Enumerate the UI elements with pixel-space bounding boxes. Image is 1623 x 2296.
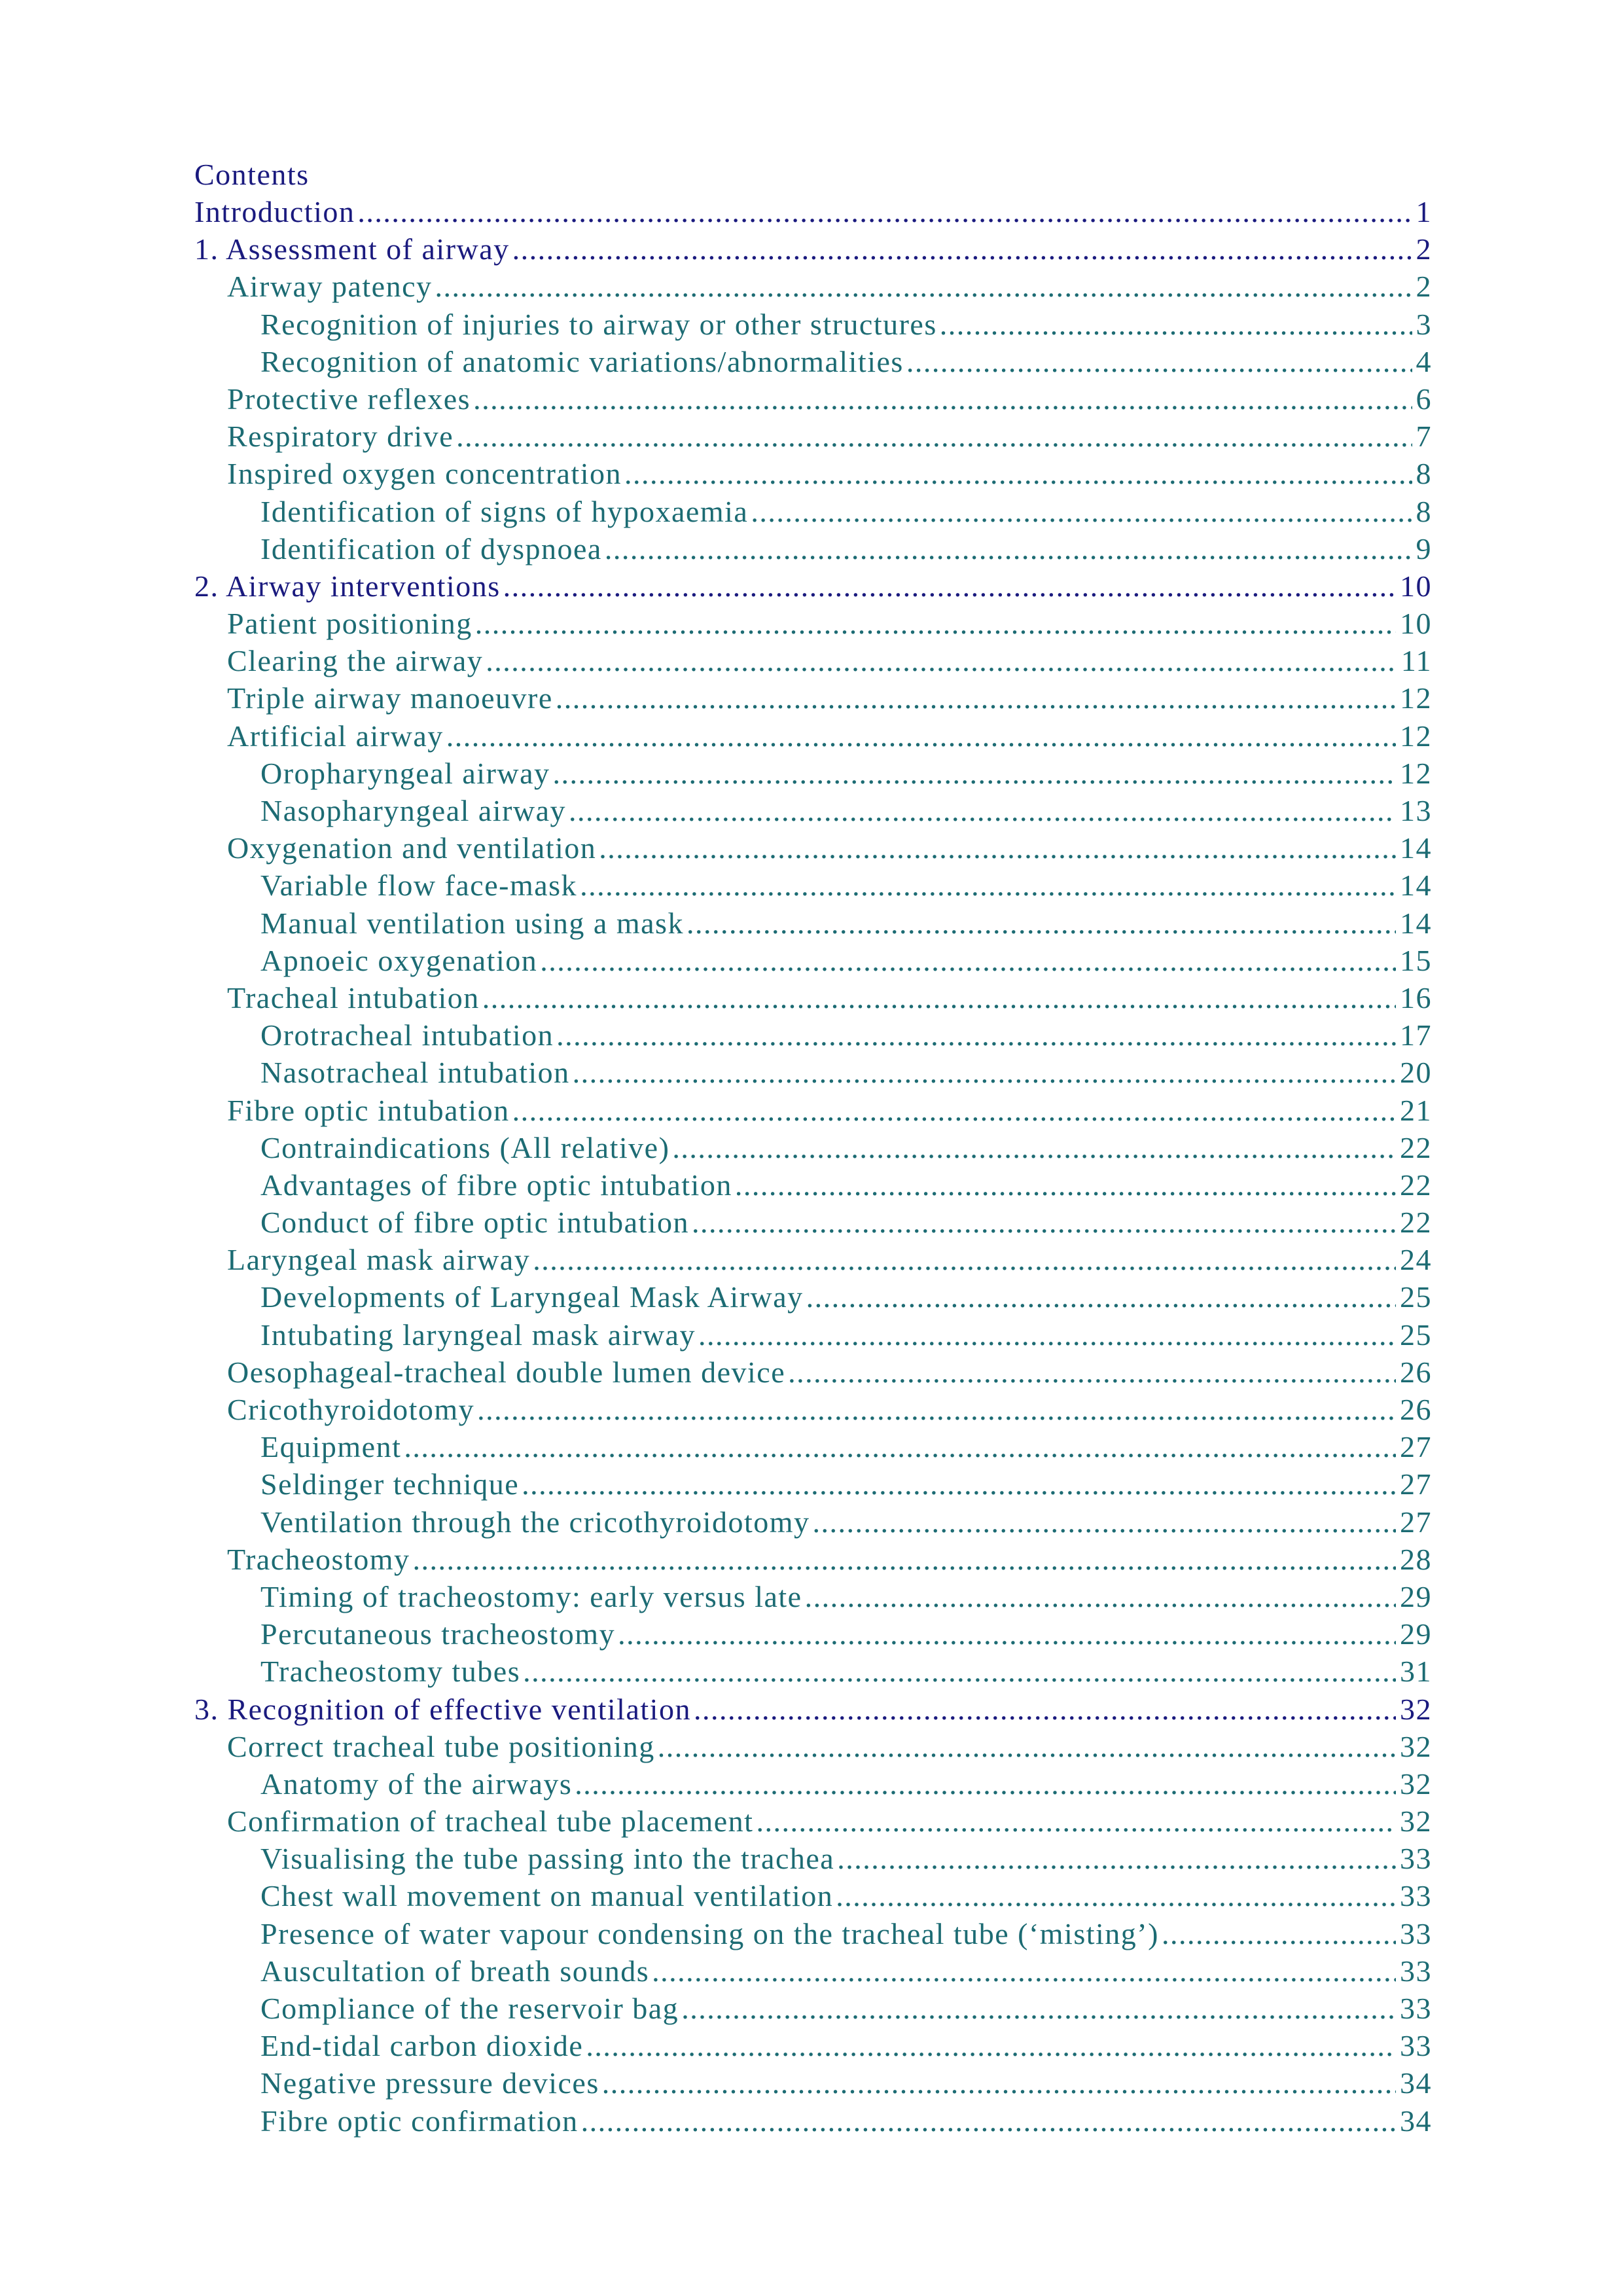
toc-entry[interactable] (194, 1915, 1432, 1952)
toc-entry-page-number: 1 (1416, 195, 1432, 228)
toc-entry[interactable] (194, 380, 1432, 418)
toc-entry-page-number: 2 (1416, 232, 1432, 266)
toc-entry[interactable] (194, 1465, 1432, 1503)
toc-entry-page-number: 25 (1400, 1318, 1432, 1352)
toc-dot-leader (533, 1241, 1396, 1278)
toc-entry-title: Orotracheal intubation (260, 1018, 554, 1052)
toc-entry-title: Variable flow face-mask (260, 869, 578, 903)
toc-dot-leader (687, 905, 1396, 942)
toc-entry-title: Recognition of injuries to airway or other structures (260, 307, 937, 341)
toc-entry-title: Percutaneous tracheostomy (260, 1617, 616, 1651)
toc-entry[interactable] (194, 867, 1432, 904)
toc-entry-title: Inspired oxygen concentration (227, 457, 622, 491)
toc-dot-leader (573, 1054, 1396, 1091)
toc-entry-page-number: 7 (1416, 420, 1432, 454)
toc-entry-title: Tracheal intubation (227, 980, 480, 1014)
toc-dot-leader (672, 1129, 1396, 1166)
toc-dot-leader (735, 1166, 1396, 1204)
toc-entry-page-number: 32 (1400, 1767, 1432, 1801)
toc-entry[interactable] (194, 1541, 1432, 1578)
toc-entry[interactable] (194, 1877, 1432, 1914)
toc-entry[interactable] (194, 605, 1432, 642)
toc-entry-page-number: 10 (1400, 607, 1432, 641)
toc-entry-page-number: 20 (1400, 1056, 1432, 1090)
toc-entry-title: End-tidal carbon dioxide (260, 2029, 584, 2063)
toc-dot-leader (605, 530, 1412, 567)
toc-dot-leader (806, 1278, 1396, 1316)
toc-dot-leader (652, 1952, 1396, 1990)
toc-dot-leader (413, 1541, 1396, 1578)
toc-dot-leader (602, 2064, 1396, 2102)
toc-dot-leader (575, 1765, 1396, 1803)
toc-entry[interactable] (194, 717, 1432, 755)
toc-entry[interactable] (194, 1952, 1432, 1990)
toc-entry-title: Conduct of fibre optic intubation (260, 1206, 690, 1240)
toc-entry-title: Fibre optic intubation (227, 1093, 510, 1127)
toc-entry-page-number: 14 (1400, 831, 1432, 865)
toc-entry-page-number: 13 (1400, 794, 1432, 827)
toc-entry-page-number: 4 (1416, 344, 1432, 378)
toc-entry-title: Developments of Laryngeal Mask Airway (260, 1280, 804, 1314)
toc-entry-page-number: 34 (1400, 2066, 1432, 2100)
toc-entry-title: Cricothyroidotomy (227, 1393, 475, 1426)
toc-entry[interactable] (194, 230, 1432, 268)
toc-entry-title: Oesophageal-tracheal double lumen device (227, 1355, 786, 1389)
toc-entry-title: Respiratory drive (227, 420, 454, 454)
toc-dot-leader (694, 1691, 1396, 1728)
toc-entry-page-number: 11 (1400, 644, 1432, 678)
toc-entry-title: Oropharyngeal airway (260, 756, 550, 790)
toc-dot-leader (475, 605, 1396, 642)
toc-entry[interactable] (194, 2102, 1432, 2140)
toc-entry[interactable] (194, 642, 1432, 679)
toc-entry-page-number: 16 (1400, 980, 1432, 1014)
toc-entry-page-number: 33 (1400, 1954, 1432, 1988)
toc-entry-page-number: 12 (1400, 681, 1432, 715)
toc-entry-title: Apnoeic oxygenation (260, 943, 538, 977)
toc-entry[interactable] (194, 1316, 1432, 1354)
toc-entry-title: Negative pressure devices (260, 2066, 599, 2100)
toc-entry-page-number: 32 (1400, 1729, 1432, 1763)
toc-entry[interactable] (194, 1166, 1432, 1204)
toc-entry-title: Correct tracheal tube positioning (227, 1729, 655, 1763)
toc-entry-title: Tracheostomy (227, 1542, 410, 1576)
toc-entry[interactable] (194, 1016, 1432, 1054)
toc-entry-title: Identification of dyspnoea (260, 531, 602, 565)
toc-entry-title: Introduction (194, 195, 355, 228)
toc-entry[interactable] (194, 530, 1432, 567)
toc-entry[interactable] (194, 418, 1432, 455)
toc-entry-title: Airway patency (227, 270, 433, 304)
toc-dot-leader (435, 268, 1412, 305)
toc-dot-leader (553, 755, 1396, 792)
toc-entry-title: Chest wall movement on manual ventilation (260, 1879, 834, 1913)
toc-dot-leader (692, 1204, 1396, 1241)
toc-entry-title: Nasotracheal intubation (260, 1056, 570, 1090)
toc-entry[interactable] (194, 567, 1432, 605)
toc-entry[interactable] (194, 1278, 1432, 1316)
toc-dot-leader (512, 1092, 1396, 1129)
toc-entry[interactable] (194, 193, 1432, 230)
toc-entry-title: Timing of tracheostomy: early versus late (260, 1579, 802, 1613)
toc-entry-title: Seldinger technique (260, 1467, 520, 1501)
toc-entry-title: Presence of water vapour condensing on the tracheal tube (‘misting’) (260, 1916, 1159, 1950)
toc-entry-page-number: 21 (1400, 1093, 1432, 1127)
toc-dot-leader (540, 942, 1396, 979)
toc-dot-leader (477, 1391, 1396, 1428)
toc-entry-title: Advantages of fibre optic intubation (260, 1168, 732, 1202)
toc-entry-page-number: 15 (1400, 943, 1432, 977)
toc-entry[interactable] (194, 1428, 1432, 1465)
toc-entry[interactable] (194, 2064, 1432, 2102)
toc-entry[interactable] (194, 343, 1432, 380)
toc-entry[interactable] (194, 1503, 1432, 1541)
toc-dot-leader (586, 2027, 1396, 2064)
toc-entry[interactable] (194, 979, 1432, 1016)
toc-dot-leader (456, 418, 1412, 455)
toc-dot-leader (446, 717, 1396, 755)
toc-entry-title: Triple airway manoeuvre (227, 681, 553, 715)
toc-entry-title: Equipment (260, 1430, 402, 1464)
toc-entry-title: Auscultation of breath sounds (260, 1954, 650, 1988)
toc-dot-leader (404, 1428, 1396, 1465)
toc-entry-title: Nasopharyngeal airway (260, 794, 567, 827)
toc-entry-page-number: 10 (1400, 569, 1432, 603)
toc-entry[interactable] (194, 1354, 1432, 1391)
toc-dot-leader (473, 380, 1412, 418)
toc-entry-title: Ventilation through the cricothyroidotomy (260, 1505, 810, 1539)
toc-entry-page-number: 14 (1400, 906, 1432, 940)
toc-entry-page-number: 6 (1416, 382, 1432, 416)
toc-dot-leader (751, 493, 1412, 530)
toc-dot-leader (556, 1016, 1396, 1054)
toc-entry[interactable] (194, 306, 1432, 343)
toc-entry[interactable] (194, 1241, 1432, 1278)
toc-entry[interactable] (194, 755, 1432, 792)
toc-entry-page-number: 9 (1416, 531, 1432, 565)
toc-entry[interactable] (194, 1578, 1432, 1615)
toc-dot-leader (482, 979, 1396, 1016)
toc-entry[interactable] (194, 2027, 1432, 2064)
toc-dot-leader (503, 567, 1396, 605)
toc-dot-leader (813, 1503, 1396, 1541)
toc-dot-leader (624, 455, 1412, 492)
toc-entry-page-number: 8 (1416, 457, 1432, 491)
toc-entry-page-number: 3 (1416, 307, 1432, 341)
toc-entry-page-number: 29 (1400, 1617, 1432, 1651)
toc-entry[interactable] (194, 1653, 1432, 1690)
toc-entry-page-number: 33 (1400, 2029, 1432, 2063)
toc-entry[interactable] (194, 1728, 1432, 1765)
toc-entry[interactable] (194, 1391, 1432, 1428)
toc-dot-leader (357, 193, 1412, 230)
toc-entry-title: Laryngeal mask airway (227, 1243, 531, 1277)
toc-dot-leader (1162, 1915, 1396, 1952)
toc-dot-leader (580, 867, 1396, 904)
toc-entry[interactable] (194, 1054, 1432, 1091)
toc-entry-page-number: 25 (1400, 1280, 1432, 1314)
toc-entry-page-number: 22 (1400, 1130, 1432, 1164)
toc-entry-title: Artificial airway (227, 719, 444, 753)
toc-entry-page-number: 33 (1400, 1992, 1432, 2025)
toc-dot-leader (837, 1840, 1396, 1877)
toc-entry-page-number: 31 (1400, 1655, 1432, 1689)
toc-entry-title: Anatomy of the airways (260, 1767, 573, 1801)
toc-entry-title: Protective reflexes (227, 382, 471, 416)
toc-entry-page-number: 26 (1400, 1355, 1432, 1389)
toc-entry[interactable] (194, 1615, 1432, 1653)
toc-dot-leader (698, 1316, 1396, 1354)
toc-entry-title: Confirmation of tracheal tube placement (227, 1804, 754, 1839)
toc-entry-page-number: 17 (1400, 1018, 1432, 1052)
toc-entry-title: Contraindications (All relative) (260, 1130, 670, 1164)
toc-entry-title: Compliance of the reservoir bag (260, 1992, 679, 2025)
toc-entry[interactable] (194, 268, 1432, 305)
toc-entry[interactable] (194, 905, 1432, 942)
toc-entry[interactable] (194, 1691, 1432, 1728)
toc-entry-page-number: 29 (1400, 1579, 1432, 1613)
toc-entry[interactable] (194, 455, 1432, 492)
toc-entry[interactable] (194, 679, 1432, 717)
toc-entry-title: Fibre optic confirmation (260, 2104, 579, 2138)
toc-dot-leader (569, 792, 1396, 829)
toc-dot-leader (906, 343, 1412, 380)
toc-entry-page-number: 2 (1416, 270, 1432, 304)
toc-entry-page-number: 24 (1400, 1243, 1432, 1277)
toc-entry-title: Visualising the tube passing into the trachea (260, 1842, 835, 1876)
toc-entry-page-number: 33 (1400, 1879, 1432, 1913)
toc-entry[interactable] (194, 1129, 1432, 1166)
toc-dot-leader (523, 1653, 1396, 1690)
toc-entry-title: 2. Airway interventions (194, 569, 501, 603)
toc-dot-leader (618, 1615, 1396, 1653)
toc-entry[interactable] (194, 1204, 1432, 1241)
toc-entry[interactable] (194, 1990, 1432, 2027)
toc-entry-page-number: 12 (1400, 719, 1432, 753)
toc-entry[interactable] (194, 493, 1432, 530)
toc-entry-title: Manual ventilation using a mask (260, 906, 684, 940)
toc-entry[interactable] (194, 829, 1432, 867)
toc-dot-leader (756, 1803, 1396, 1840)
toc-entry[interactable] (194, 1092, 1432, 1129)
toc-entry-page-number: 27 (1400, 1505, 1432, 1539)
toc-entry-page-number: 14 (1400, 869, 1432, 903)
toc-entry-title: Identification of signs of hypoxaemia (260, 494, 749, 528)
toc-dot-leader (556, 679, 1396, 717)
toc-dot-leader (486, 642, 1397, 679)
toc-entry-title: 3. Recognition of effective ventilation (194, 1692, 691, 1726)
toc-dot-leader (512, 230, 1412, 268)
toc-entry[interactable] (194, 942, 1432, 979)
toc-entry-page-number: 33 (1400, 1916, 1432, 1950)
toc-dot-leader (788, 1354, 1396, 1391)
toc-entry-page-number: 32 (1400, 1804, 1432, 1839)
toc-entry[interactable] (194, 1765, 1432, 1803)
toc-dot-leader (940, 306, 1412, 343)
toc-dot-leader (681, 1990, 1396, 2027)
toc-entry-page-number: 26 (1400, 1393, 1432, 1426)
toc-entry-page-number: 8 (1416, 494, 1432, 528)
table-of-contents (194, 193, 1432, 2140)
toc-dot-leader (658, 1728, 1396, 1765)
toc-dot-leader (522, 1465, 1396, 1503)
toc-heading: Contents (194, 158, 310, 191)
toc-entry-page-number: 34 (1400, 2104, 1432, 2138)
toc-dot-leader (836, 1877, 1396, 1914)
toc-entry[interactable] (194, 1840, 1432, 1877)
toc-entry[interactable] (194, 792, 1432, 829)
toc-entry-page-number: 32 (1400, 1692, 1432, 1726)
toc-dot-leader (805, 1578, 1396, 1615)
toc-entry-title: 1. Assessment of airway (194, 232, 510, 266)
toc-entry[interactable] (194, 1803, 1432, 1840)
toc-entry-page-number: 22 (1400, 1206, 1432, 1240)
toc-entry-page-number: 28 (1400, 1542, 1432, 1576)
toc-entry-page-number: 33 (1400, 1842, 1432, 1876)
toc-entry-title: Patient positioning (227, 607, 473, 641)
toc-entry-page-number: 22 (1400, 1168, 1432, 1202)
toc-entry-page-number: 12 (1400, 756, 1432, 790)
toc-entry-title: Clearing the airway (227, 644, 484, 678)
toc-dot-leader (581, 2102, 1396, 2140)
toc-entry-page-number: 27 (1400, 1430, 1432, 1464)
toc-entry-title: Recognition of anatomic variations/abnormalities (260, 344, 904, 378)
toc-entry-page-number: 27 (1400, 1467, 1432, 1501)
toc-dot-leader (599, 829, 1396, 867)
toc-entry-title: Intubating laryngeal mask airway (260, 1318, 696, 1352)
toc-entry-title: Oxygenation and ventilation (227, 831, 597, 865)
toc-entry-title: Tracheostomy tubes (260, 1655, 521, 1689)
